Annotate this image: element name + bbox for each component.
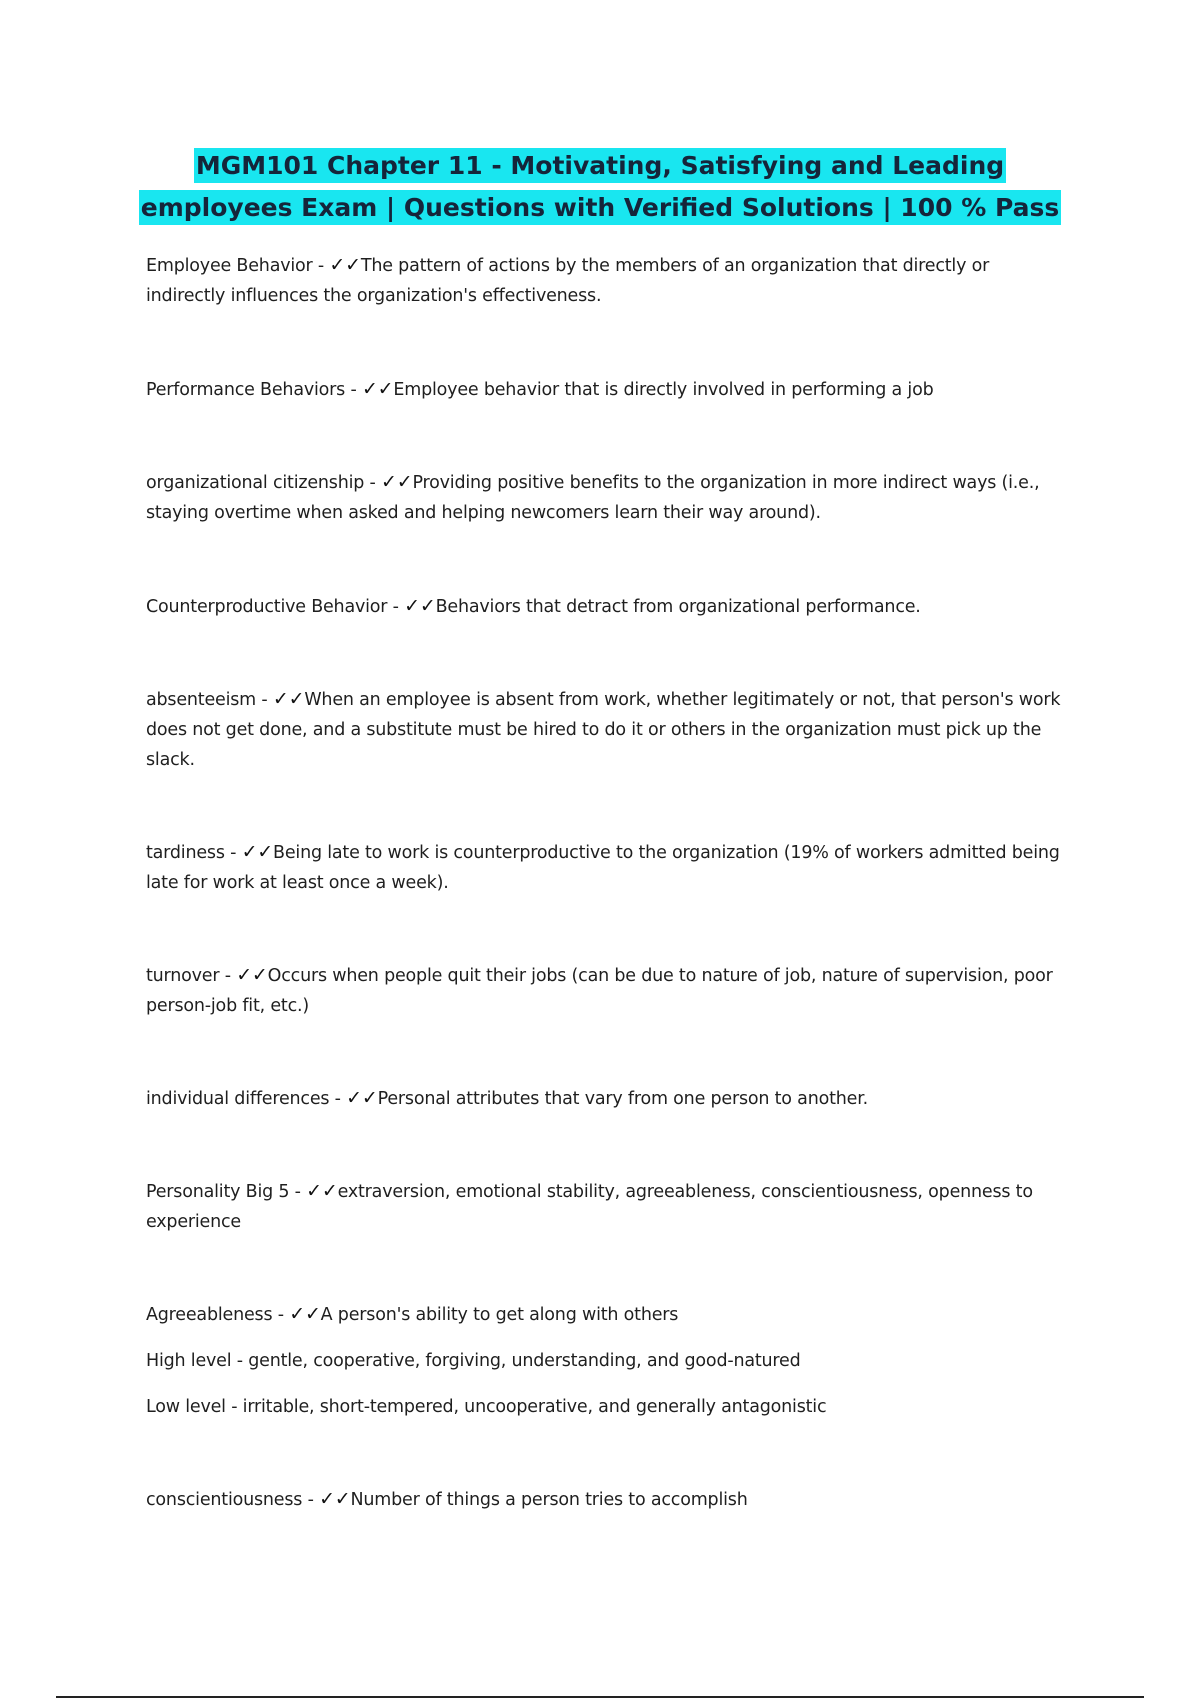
agreeableness-high-level: High level - gentle, cooperative, forgiving, understanding, and good-natured (146, 1351, 801, 1371)
entry-tardiness (146, 837, 1066, 898)
check-icon: ✓✓ (241, 841, 274, 863)
entry-definition: Occurs when people quit their jobs (can be due to nature of job, nature of supervision, poor person-job fit, etc.) (146, 966, 1053, 1016)
entry-definition: extraversion, emotional stability, agreeableness, conscientiousness, openness to experience (146, 1182, 1033, 1232)
check-icon: ✓✓ (404, 595, 436, 617)
entry-definition: When an employee is absent from work, whether legitimately or not, that person's work does not get done, and a substitute must be hired to do it or others in the organization must pick up the slack. (146, 690, 1061, 770)
entry-definition: Employee behavior that is directly involved in performing a job (393, 380, 934, 400)
check-icon: ✓✓ (381, 471, 413, 493)
entry-term: organizational citizenship - (146, 473, 382, 493)
entry-term: individual differences - (146, 1089, 347, 1109)
agreeableness-low-level: Low level - irritable, short-tempered, uncooperative, and generally antagonistic (146, 1397, 827, 1417)
entry-term: Employee Behavior - (146, 256, 330, 276)
entry-definition: Number of things a person tries to accomplish (350, 1490, 748, 1510)
entry-counterproductive-behavior (146, 591, 1066, 622)
check-icon: ✓✓ (236, 964, 268, 986)
footer-divider (56, 1696, 1144, 1698)
entry-definition: The pattern of actions by the members of an organization that directly or indirectly influences the organization's effectiveness. (146, 256, 990, 306)
entry-absenteeism (146, 684, 1066, 775)
entry-turnover (146, 960, 1066, 1021)
entry-definition: A person's ability to get along with others (320, 1305, 679, 1325)
entry-definition: Behaviors that detract from organizational performance. (435, 597, 921, 617)
check-icon: ✓✓ (272, 688, 305, 710)
check-icon: ✓✓ (329, 254, 361, 276)
entry-term: Personality Big 5 - (146, 1182, 307, 1202)
title-line-1: MGM101 Chapter 11 - Motivating, Satisfying and Leading (194, 148, 1006, 183)
entry-term: Agreeableness - (146, 1305, 290, 1325)
entry-personality-big-5 (146, 1176, 1066, 1237)
entry-definition: Personal attributes that vary from one person to another. (377, 1089, 868, 1109)
document-title (120, 145, 1080, 229)
check-icon: ✓✓ (319, 1488, 351, 1510)
entry-definition: Providing positive benefits to the organization in more indirect ways (i.e., staying overtime when asked and helping newcomers learn their way around). (146, 473, 1040, 523)
entry-agreeableness (146, 1299, 1066, 1422)
entry-organizational-citizenship (146, 467, 1066, 528)
title-line-2: employees Exam | Questions with Verified Solutions | 100 % Pass (139, 190, 1061, 225)
check-icon: ✓✓ (306, 1180, 338, 1202)
entry-employee-behavior (146, 250, 1066, 311)
entry-individual-differences (146, 1083, 1066, 1114)
check-icon: ✓✓ (346, 1087, 378, 1109)
entry-conscientiousness (146, 1484, 1066, 1515)
entry-term: Performance Behaviors - (146, 380, 362, 400)
entry-term: tardiness - (146, 843, 242, 863)
entry-term: absenteeism - (146, 690, 273, 710)
check-icon: ✓✓ (361, 378, 394, 400)
entry-term: Counterproductive Behavior - (146, 597, 405, 617)
check-icon: ✓✓ (289, 1303, 321, 1325)
entry-term: conscientiousness - (146, 1490, 320, 1510)
entry-performance-behaviors (146, 374, 1066, 405)
entry-term: turnover - (146, 966, 237, 986)
entry-definition: Being late to work is counterproductive to the organization (19% of workers admitted being late for work at least once a week). (146, 843, 1060, 893)
